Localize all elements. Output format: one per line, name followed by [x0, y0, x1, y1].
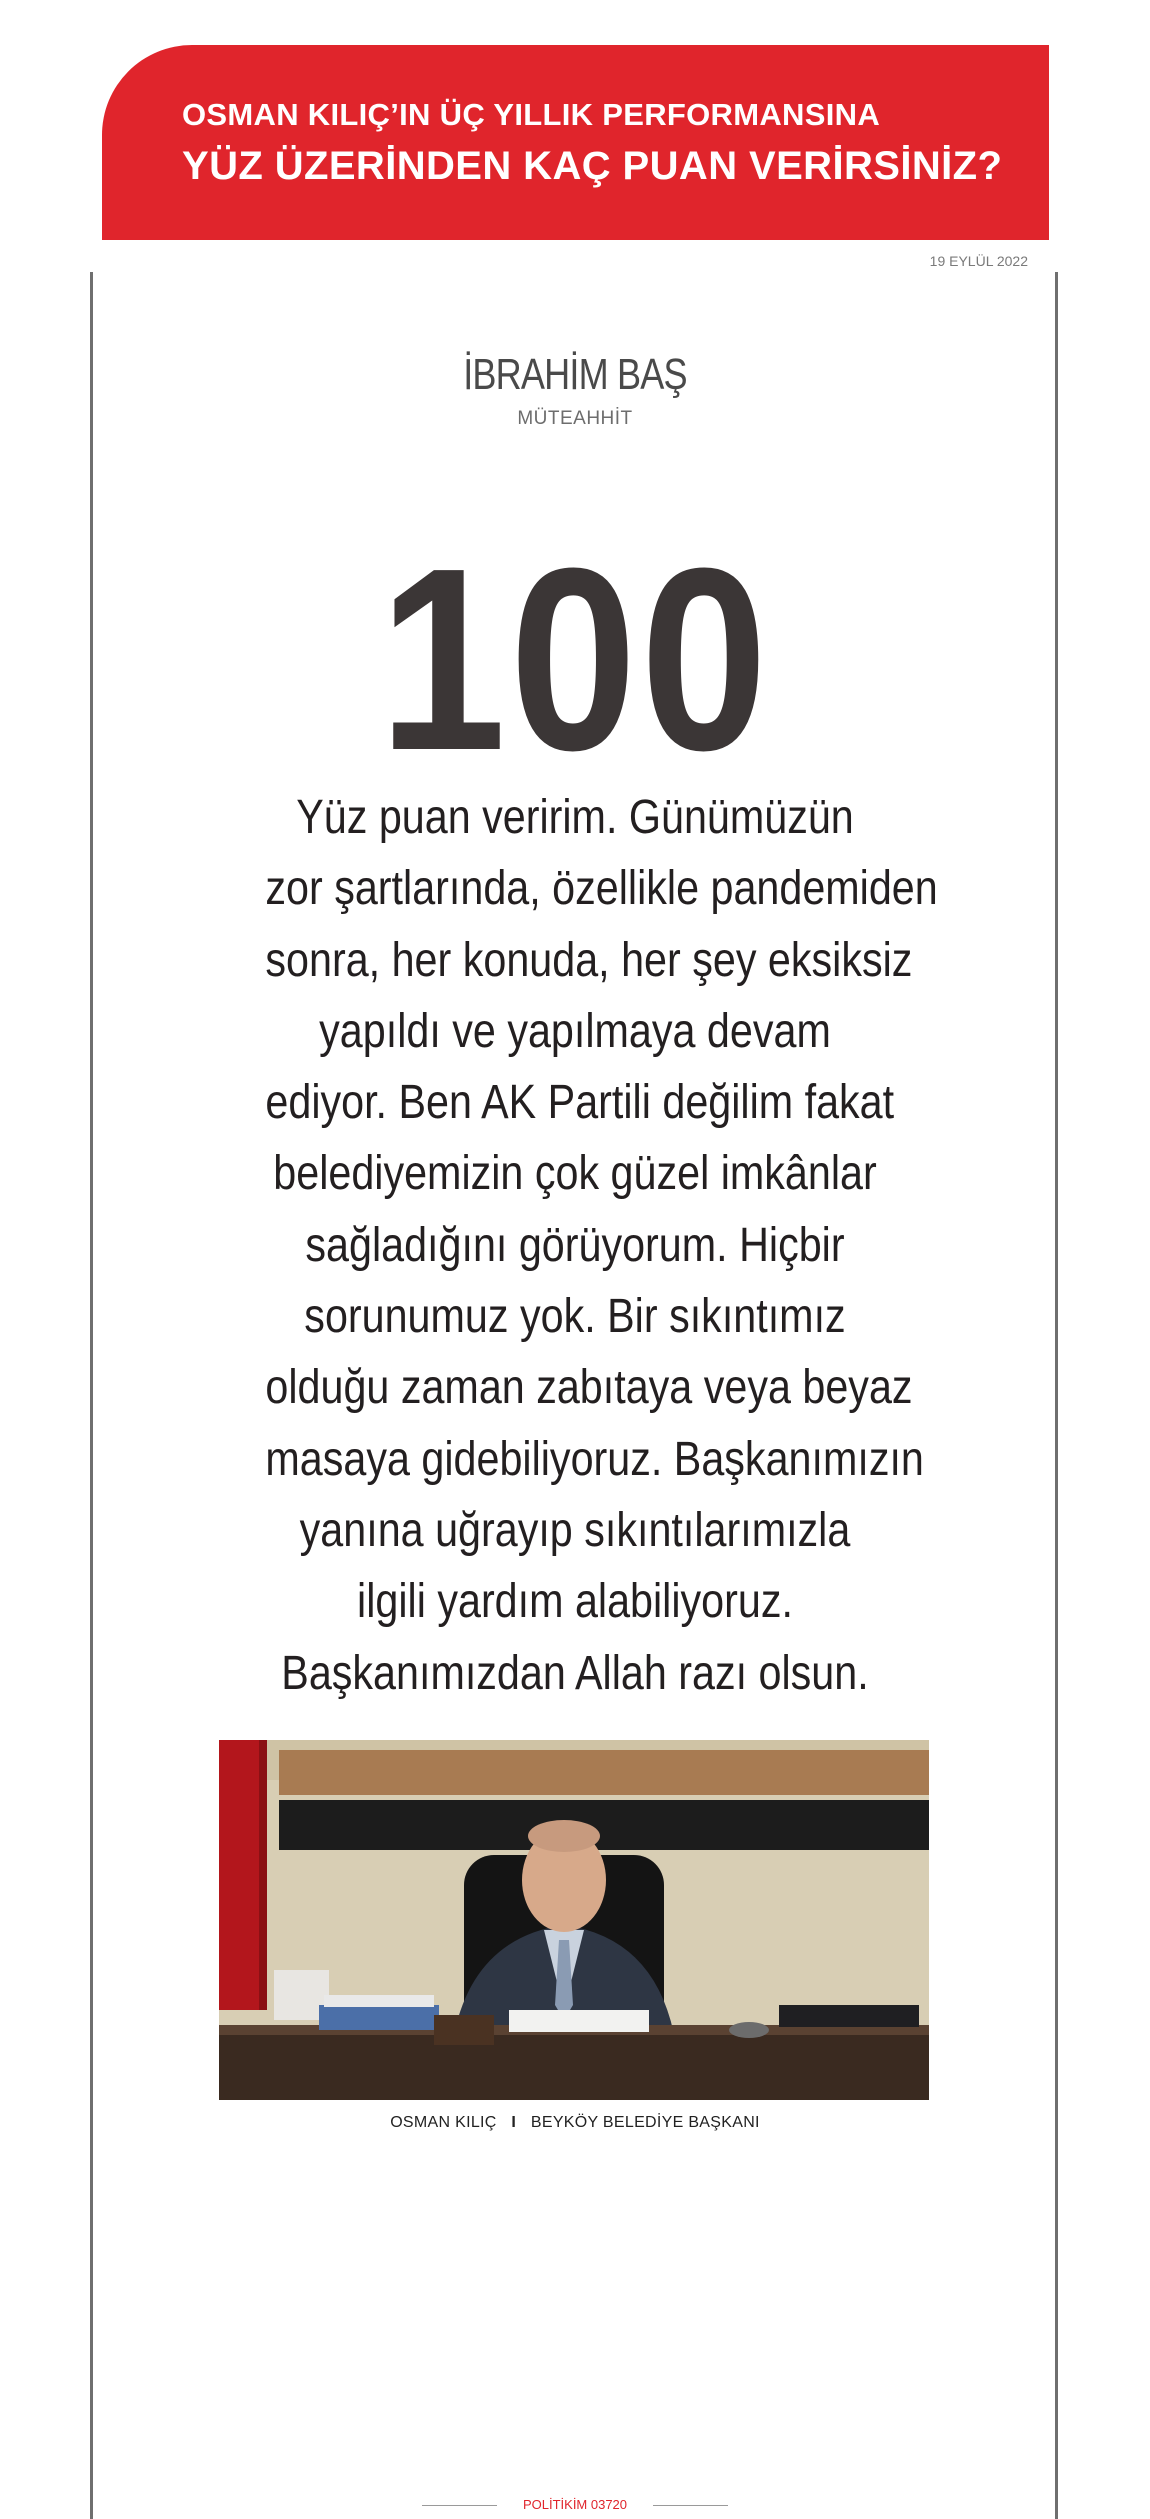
quote-line: yanına uğrayıp sıkıntılarımızla — [299, 1503, 851, 1557]
quote-line: Başkanımızdan Allah razı olsun. — [281, 1646, 869, 1700]
quote-line: sorunumuz yok. Bir sıkıntımız — [304, 1290, 846, 1344]
quote-line: sonra, her konuda, her şey eksiksiz — [265, 933, 913, 987]
respondent-title: MÜTEAHHİT — [517, 408, 633, 429]
mayor-photo-illustration — [219, 1740, 929, 2100]
quote-line: Yüz puan veririm. Günümüzün — [296, 791, 854, 844]
quote-line: masaya gidebiliyoruz. Başkanımızın — [265, 1432, 924, 1486]
score-value: 100 — [378, 515, 772, 805]
headline-banner — [102, 45, 1049, 240]
footer-rule-right — [653, 2505, 728, 2506]
quote-line: yapıldı ve yapılmaya devam — [319, 1004, 831, 1058]
footer-label: POLİTİKİM 03720 — [522, 2497, 628, 2512]
footer-rule-left — [422, 2505, 497, 2506]
photo-caption — [0, 2114, 1150, 2132]
caption-name: OSMAN KILIÇ — [390, 2114, 497, 2131]
respondent-name: İBRAHİM BAŞ — [463, 350, 687, 399]
caption-role: BEYKÖY BELEDİYE BAŞKANI — [530, 2114, 760, 2131]
page-footer — [0, 2497, 1150, 2512]
quote-line: sağladığını görüyorum. Hiçbir — [305, 1218, 845, 1272]
headline-line-2: YÜZ ÜZERİNDEN KAÇ PUAN VERİRSİNİZ? — [182, 144, 1003, 188]
quote-line: olduğu zaman zabıtaya veya beyaz — [265, 1361, 913, 1415]
quote-line: ilgili yardım alabiliyoruz. — [357, 1575, 793, 1629]
quote-line: zor şartlarında, özellikle pandemiden — [265, 862, 938, 916]
headline-line-1: OSMAN KILIÇ’IN ÜÇ YILLIK PERFORMANSINA — [182, 97, 881, 132]
mayor-photo — [219, 1740, 929, 2100]
quote-line: belediyemizin çok güzel imkânlar — [273, 1147, 877, 1201]
caption-separator: I — [511, 2114, 517, 2131]
quote-text — [265, 782, 938, 1709]
publish-date: 19 EYLÜL 2022 — [929, 253, 1028, 269]
quote-line: ediyor. Ben AK Partili değilim fakat — [265, 1076, 895, 1130]
